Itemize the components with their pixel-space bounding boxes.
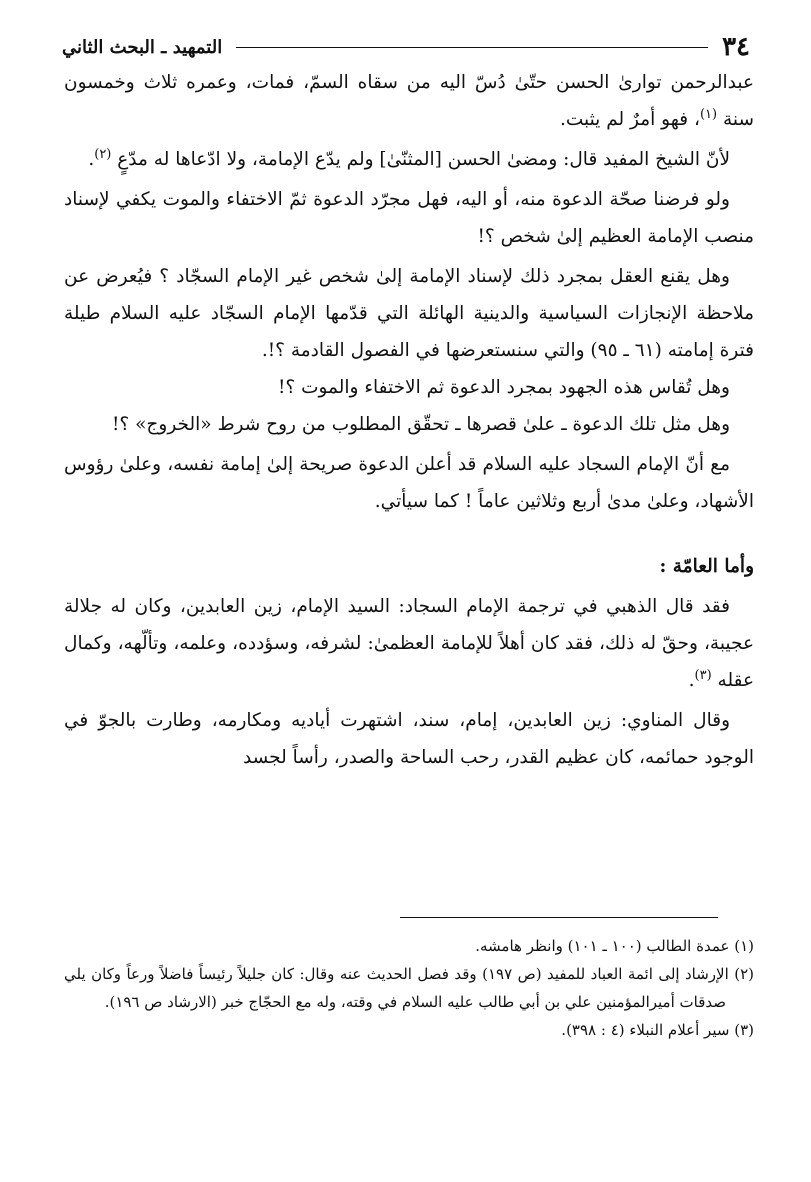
paragraph-text: . bbox=[88, 149, 95, 170]
footnote bbox=[64, 932, 754, 960]
section-heading: وأما العامّة : bbox=[659, 556, 754, 577]
paragraph: وقال المناوي: زين العابدين، إمام، سند، اشتهرت أياديه ومكارمه، وطارت بالجوّ في الوجود حمائمه، كان عظيم القدر، رحب الساحة والصدر، رأساً لجسد bbox=[64, 710, 754, 768]
paragraph bbox=[64, 64, 754, 138]
paragraph bbox=[64, 588, 754, 699]
paragraph: وهل يقنع العقل بمجرد ذلك لإسناد الإمامة إلىٰ شخص غير الإمام السجّاد ؟ فيُعرض عن ملاحظة الإنجازات السياسية والدينية الهائلة التي قدّمها الإمام السجّاد عليه السلام طيلة فترة إمامته (٦١ ـ ٩٥) والتي سنستعرضها في الفصول القادمة ؟!. bbox=[64, 266, 754, 361]
footnote-text: عمدة الطالب (١٠٠ ـ ١٠١) وانظر هامشه. bbox=[475, 937, 730, 955]
paragraph: مع أنّ الإمام السجاد عليه السلام قد أعلن الدعوة صريحة إلىٰ إمامة نفسه، وعلىٰ رؤوس الأشهاد، وعلىٰ مدىٰ أربع وثلاثين عاماً ! كما سيأتي. bbox=[64, 454, 754, 512]
footnote bbox=[64, 960, 754, 1016]
footnote-text: سير أعلام النبلاء (٤ : ٣٩٨). bbox=[561, 1021, 730, 1039]
footnote-ref[interactable]: (١) bbox=[699, 106, 718, 122]
footnote-number: (١) bbox=[734, 937, 754, 955]
paragraph: وهل تُقاس هذه الجهود بمجرد الدعوة ثم الاختفاء والموت ؟! bbox=[277, 377, 730, 398]
footnote-text: الإرشاد إلى ائمة العباد للمفيد (ص ١٩٧) وقد فصل الحديث عنه وقال: كان جليلاً رئيساً فاضلاً ورعاً وكان يلي صدقات أميرالمؤمنين علي بن أبي طالب عليه السلام في وقته، وله مع الحجّاج خبر (الارشاد ص ١٩٦). bbox=[64, 965, 729, 1011]
footnote-ref[interactable]: (٢) bbox=[94, 146, 112, 162]
paragraph: ولو فرضنا صحّة الدعوة منه، أو اليه، فهل مجرّد الدعوة ثمّ الاختفاء والموت يكفي لإسناد منصب الإمامة العظيم إلىٰ شخص ؟! bbox=[64, 189, 754, 247]
footnotes bbox=[64, 932, 754, 1044]
footnote bbox=[64, 1016, 754, 1044]
page-number: ٣٤ bbox=[722, 32, 750, 62]
footnote-number: (٢) bbox=[734, 965, 754, 983]
paragraph bbox=[64, 141, 754, 178]
paragraph-text: . bbox=[688, 670, 695, 691]
main-text bbox=[64, 64, 754, 776]
paragraph-text: لأنّ الشيخ المفيد قال: ومضىٰ الحسن [المثنّىٰ] ولم يدّع الإمامة، ولا ادّعاها له مدّعٍ bbox=[117, 149, 730, 170]
paragraph-text: عبدالرحمن توارىٰ الحسن حتّىٰ دُسّ اليه من سقاه السمّ، فمات، وعمره ثلاث وخمسون سنة bbox=[64, 72, 754, 130]
paragraph: وهل مثل تلك الدعوة ـ علىٰ قصرها ـ تحقّق المطلوب من روح شرط «الخروج» ؟! bbox=[111, 414, 730, 435]
running-header bbox=[62, 30, 750, 64]
footnote-separator bbox=[400, 917, 718, 918]
header-rule bbox=[236, 47, 708, 48]
footnote-number: (٣) bbox=[734, 1021, 754, 1039]
running-title: التمهيد ـ البحث الثاني bbox=[62, 36, 223, 58]
paragraph-text: فقد قال الذهبي في ترجمة الإمام السجاد: السيد الإمام، زين العابدين، وكان له جلالة عجيبة، وحقّ له ذلك، فقد كان أهلاً للإمامة العظمىٰ: لشرفه، وسؤدده، وعلمه، وتألّهه، وكمال عقله bbox=[64, 596, 754, 691]
footnote-ref[interactable]: (٣) bbox=[694, 667, 712, 683]
paragraph-text: ، فهو أمرٌ لم يثبت. bbox=[559, 109, 700, 130]
